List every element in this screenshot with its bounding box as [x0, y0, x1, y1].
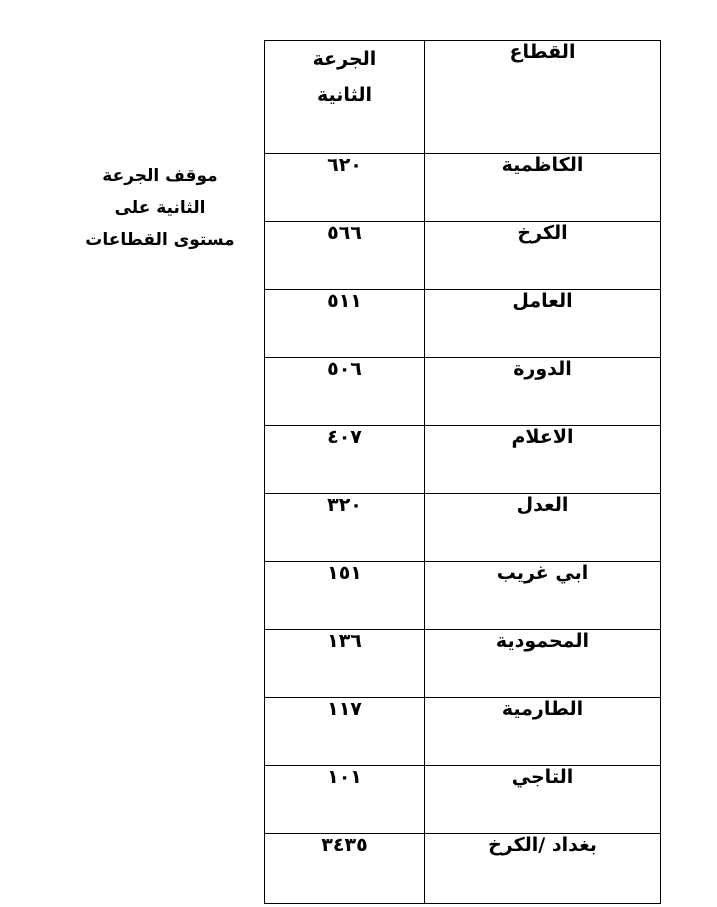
- side-note: [70, 160, 250, 256]
- table-row: [265, 766, 661, 834]
- sector-name-total: بغداد /الكرخ: [425, 834, 661, 904]
- table-row: [265, 630, 661, 698]
- dose-count: ٣٢٠: [265, 494, 425, 562]
- sector-name: الدورة: [425, 358, 661, 426]
- header-second-dose-line-1: الجرعة: [312, 48, 377, 70]
- table-row: [265, 698, 661, 766]
- table-total-row: [265, 834, 661, 904]
- sector-name: العامل: [425, 290, 661, 358]
- dose-count: ١٣٦: [265, 630, 425, 698]
- sector-name: المحمودية: [425, 630, 661, 698]
- side-note-line-2: الثانية على: [114, 198, 206, 218]
- sector-name: الاعلام: [425, 426, 661, 494]
- header-second-dose-line-2: الثانية: [317, 84, 372, 106]
- dose-count: ٥٦٦: [265, 222, 425, 290]
- table-row: [265, 358, 661, 426]
- side-note-line-1: موقف الجرعة: [102, 166, 218, 186]
- header-second-dose: [265, 41, 425, 154]
- table-row: [265, 494, 661, 562]
- table-row: [265, 562, 661, 630]
- dose-count: ٥١١: [265, 290, 425, 358]
- sector-name: ابي غريب: [425, 562, 661, 630]
- table-header-row: [265, 41, 661, 154]
- sector-name: الكاظمية: [425, 154, 661, 222]
- dose-count: ٦٢٠: [265, 154, 425, 222]
- sector-name: العدل: [425, 494, 661, 562]
- sector-name: الكرخ: [425, 222, 661, 290]
- table-row: [265, 290, 661, 358]
- table-row: [265, 222, 661, 290]
- table-row: [265, 154, 661, 222]
- dose-count-total: ٣٤٣٥: [265, 834, 425, 904]
- second-dose-table: [264, 40, 661, 904]
- table-row: [265, 426, 661, 494]
- dose-count: ٤٠٧: [265, 426, 425, 494]
- dose-count: ٥٠٦: [265, 358, 425, 426]
- sector-name: التاجي: [425, 766, 661, 834]
- dose-count: ١١٧: [265, 698, 425, 766]
- side-note-line-3: مستوى القطاعات: [85, 230, 235, 250]
- dose-count: ١٥١: [265, 562, 425, 630]
- sector-name: الطارمية: [425, 698, 661, 766]
- header-sector: القطاع: [425, 41, 661, 154]
- dose-count: ١٠١: [265, 766, 425, 834]
